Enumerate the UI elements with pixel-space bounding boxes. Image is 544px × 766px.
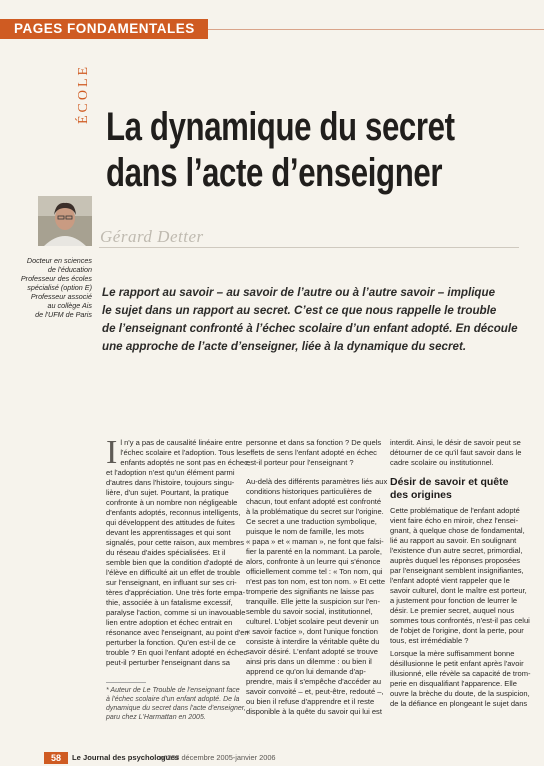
column-3-para-3 <box>390 649 531 709</box>
text-line: perie en disqualifiant l'apparence. Elle <box>390 679 517 688</box>
author-rule <box>99 247 519 248</box>
author-photo <box>38 196 92 246</box>
bio-line: Professeur associé <box>30 292 92 301</box>
text-line: officiellement comme tel : « Ton nom, qui <box>246 567 383 576</box>
text-line: culturel. L'objet scolaire peut devenir un <box>246 617 379 626</box>
text-line: alors, confronte à un leurre qui s'énonce <box>246 557 381 566</box>
lead-line: Le rapport au savoir – au savoir de l’autre ou à l’autre savoir – implique <box>102 286 496 299</box>
subheading <box>390 476 528 502</box>
column-1-body <box>106 434 250 668</box>
title-line-2: dans l’acte d’enseigner <box>106 151 443 195</box>
text-line: n'est pas ton nom, est ton nom. » Et cette <box>246 577 386 586</box>
author-bio <box>6 256 92 319</box>
text-line: personne et dans sa fonction ? De quels <box>246 438 382 447</box>
lead-line: une approche de l’acte d’enseigner, liée à la dynamique du secret. <box>102 340 467 353</box>
text-line: conditions historiques particulières de <box>246 487 372 496</box>
text-line: interdit. Ainsi, le désir de savoir peut se <box>390 438 521 447</box>
bio-line: spécialisé (option E) <box>27 283 92 292</box>
text-line: sommes tous confrontés, n'est-il pas celui <box>390 616 530 625</box>
text-line: ou bien il refuse d'apprendre et il reste <box>246 697 375 706</box>
text-line: ainsi pris dans un dilemme : ou bien il <box>246 657 372 666</box>
text-line: semble bien que la condition d'adopté de <box>106 558 243 567</box>
text-line: du réseau d'aides spécialisées. Et il <box>106 548 226 557</box>
text-line: chacun, tout enfant adopté est confronté <box>246 497 382 506</box>
text-line: de la défiance en plongeant le sujet dans <box>390 699 528 708</box>
text-line: l'existence d'un autre secret, primordial, <box>390 546 523 555</box>
text-line: tous, est irrémédiable ? <box>390 636 469 645</box>
header-rule <box>208 29 544 30</box>
journal-name: Le Journal des psychologues <box>72 753 179 762</box>
text-line: apprend ce qu'on lui demande d'ap- <box>246 667 366 676</box>
text-line: fier la parenté en la nommant. La parole, <box>246 547 382 556</box>
text-line: devant les apprentissages et qui sont <box>106 528 231 537</box>
text-line: savoir convoité – et, peut-être, redouté –, <box>246 687 384 696</box>
column-3-para-1 <box>390 438 528 468</box>
text-line: l'échec scolaire et l'adoption. Tous les <box>120 448 246 457</box>
text-line: l'enfant adopté vient rappeler que le <box>390 576 510 585</box>
lead-line: de l’enseignant confronté à l’échec scolaire d’un enfant adopté. En découle <box>102 322 518 335</box>
text-line: Au-delà des différents paramètres liés aux <box>246 477 388 486</box>
text-line: de l'objet de l'origine, dont la perte, pour <box>390 626 524 635</box>
text-line: thie, associée à un fatalisme excessif, <box>106 598 233 607</box>
text-line: signalés, pour cette raison, aux membres <box>106 538 245 547</box>
text-line: Ce secret a une traduction symbolique, <box>246 517 377 526</box>
text-line: par l'enseignant semblent insignifiantes, <box>390 566 524 575</box>
text-line: gnant, à quelque chose de fondamental, <box>390 526 525 535</box>
footnote-line: dynamique du secret dans l'acte d'enseigner, <box>106 705 246 712</box>
bio-line: au collège Ais <box>47 301 92 310</box>
column-3 <box>390 438 531 709</box>
drop-cap: I <box>106 434 118 471</box>
footnote-line: * Auteur de Le Trouble de l'enseignant face <box>106 687 240 694</box>
footnote <box>106 686 246 722</box>
text-line: enfants adoptés ne sont pas en échec, <box>120 458 250 467</box>
page-number: 58 <box>44 752 68 764</box>
text-line: perturber la fonction. Qu'en est-il de ce <box>106 638 236 647</box>
issue-info: n°233 décembre 2005-janvier 2006 <box>160 753 276 762</box>
text-line: désillusionne le petit enfant après l'avoir <box>390 659 524 668</box>
subheading-line: des origines <box>390 489 452 501</box>
column-2-para-1 <box>246 438 382 468</box>
text-line: tères d'appréciation. Une très forte empa- <box>106 588 246 597</box>
text-line: cadre scolaire ou institutionnel. <box>390 458 494 467</box>
text-line: d'autres dans l'histoire, toujours singu- <box>106 478 235 487</box>
text-line: consiste à interdire la véritable quête du <box>246 637 380 646</box>
text-line: semble du savoir social, institutionnel, <box>246 607 373 616</box>
author-name: Gérard Detter <box>100 227 204 246</box>
bio-line: de l'UFM de Paris <box>35 310 92 319</box>
text-line: l n'y a pas de causalité linéaire entre <box>120 438 243 447</box>
text-line: confronte à un nombre non négligeable <box>106 498 238 507</box>
title-line-1: La dynamique du secret <box>106 105 455 149</box>
text-line: à la problématique du secret sur l'origine. <box>246 507 384 516</box>
text-line: sur l'enseignant, en influant sur ses cri- <box>106 578 237 587</box>
subheading-line: Désir de savoir et quête <box>390 476 509 488</box>
text-line: savoir culturel, dont le maître est porteur, <box>390 586 527 595</box>
section-header <box>0 19 208 39</box>
text-line: auprès duquel les réponses proposées <box>390 556 521 565</box>
text-line: trouble ? En quoi l'enfant adopté en échec <box>106 648 248 657</box>
page-footer <box>0 752 544 766</box>
text-line: lié au rapport au savoir. En soulignant <box>390 536 517 545</box>
footnote-line: paru chez L'Harmattan en 2005. <box>106 714 206 721</box>
text-line: désir. Le premier secret, auquel nous <box>390 606 515 615</box>
text-line: qui développent des attitudes de fuites <box>106 518 235 527</box>
section-label: PAGES FONDAMENTALES <box>14 21 195 36</box>
text-line: illusionné, elle révèle sa capacité de trom- <box>390 669 531 678</box>
text-line: est-il porteur pour l'enseignant ? <box>246 458 354 467</box>
lead-line: le sujet dans un rapport au secret. C’est ce que nous rappelle le trouble <box>102 304 497 317</box>
text-line: paralyse l'action, comme si un inavouable <box>106 608 246 617</box>
text-line: détourner de ce qu'il faut savoir dans le <box>390 448 522 457</box>
text-line: Lorsque la mère suffisamment bonne <box>390 649 515 658</box>
text-line: prendre, mais il s'empêche d'accéder au <box>246 677 382 686</box>
footnote-rule <box>106 682 146 683</box>
text-line: a justement pour fonction de leurrer le <box>390 596 518 605</box>
column-3-para-2 <box>390 506 528 646</box>
text-line: lien entre adoption et échec entrait en <box>106 618 233 627</box>
text-line: résonance avec l'enseignant, au point d'en <box>106 628 249 637</box>
text-line: et l'adoption n'est qu'un élément parmi <box>106 468 235 477</box>
text-line: peut-il perturber l'enseignant dans sa <box>106 658 230 667</box>
author-portrait-icon <box>38 196 92 246</box>
text-line: disponible à la quête du savoir qui lui est <box>246 707 382 716</box>
column-2 <box>246 438 388 717</box>
column-1 <box>106 434 250 668</box>
bio-line: de l'éducation <box>47 265 92 274</box>
text-line: lière, d'un sujet. Pourtant, la pratique <box>106 488 229 497</box>
text-line: effets de sens l'enfant adopté en échec <box>246 448 377 457</box>
bio-line: Docteur en sciences <box>26 256 92 265</box>
text-line: ouvre la brèche du doute, de la suspicion, <box>390 689 530 698</box>
text-line: puisque le nom de famille, les mots <box>246 527 364 536</box>
vertical-section-label: ÉCOLE <box>76 63 91 125</box>
text-line: « papa » et « maman », ne font que falsi- <box>246 537 384 546</box>
text-line: vient faire écho en miroir, chez l'ensei- <box>390 516 519 525</box>
text-line: savoir désiré. L'enfant adopté se trouve <box>246 647 378 656</box>
footnote-line: à l'échec scolaire d'un enfant adopté. De la <box>106 696 240 703</box>
text-line: « savoir factice », dont l'unique fonction <box>246 627 378 636</box>
text-line: tromperie des signifiants ne laisse pas <box>246 587 374 596</box>
bio-line: Professeur des écoles <box>20 274 92 283</box>
article-title <box>106 104 455 196</box>
column-2-para-2 <box>246 477 388 717</box>
text-line: Cette problématique de l'enfant adopté <box>390 506 520 515</box>
article-lead <box>102 284 522 356</box>
text-line: d'enfants adoptés, reconnus intelligents, <box>106 508 241 517</box>
text-line: l'élève en difficulté ait un effet de trouble <box>106 568 241 577</box>
text-line: tranquille. Elle jette la suspicion sur l'en- <box>246 597 380 606</box>
